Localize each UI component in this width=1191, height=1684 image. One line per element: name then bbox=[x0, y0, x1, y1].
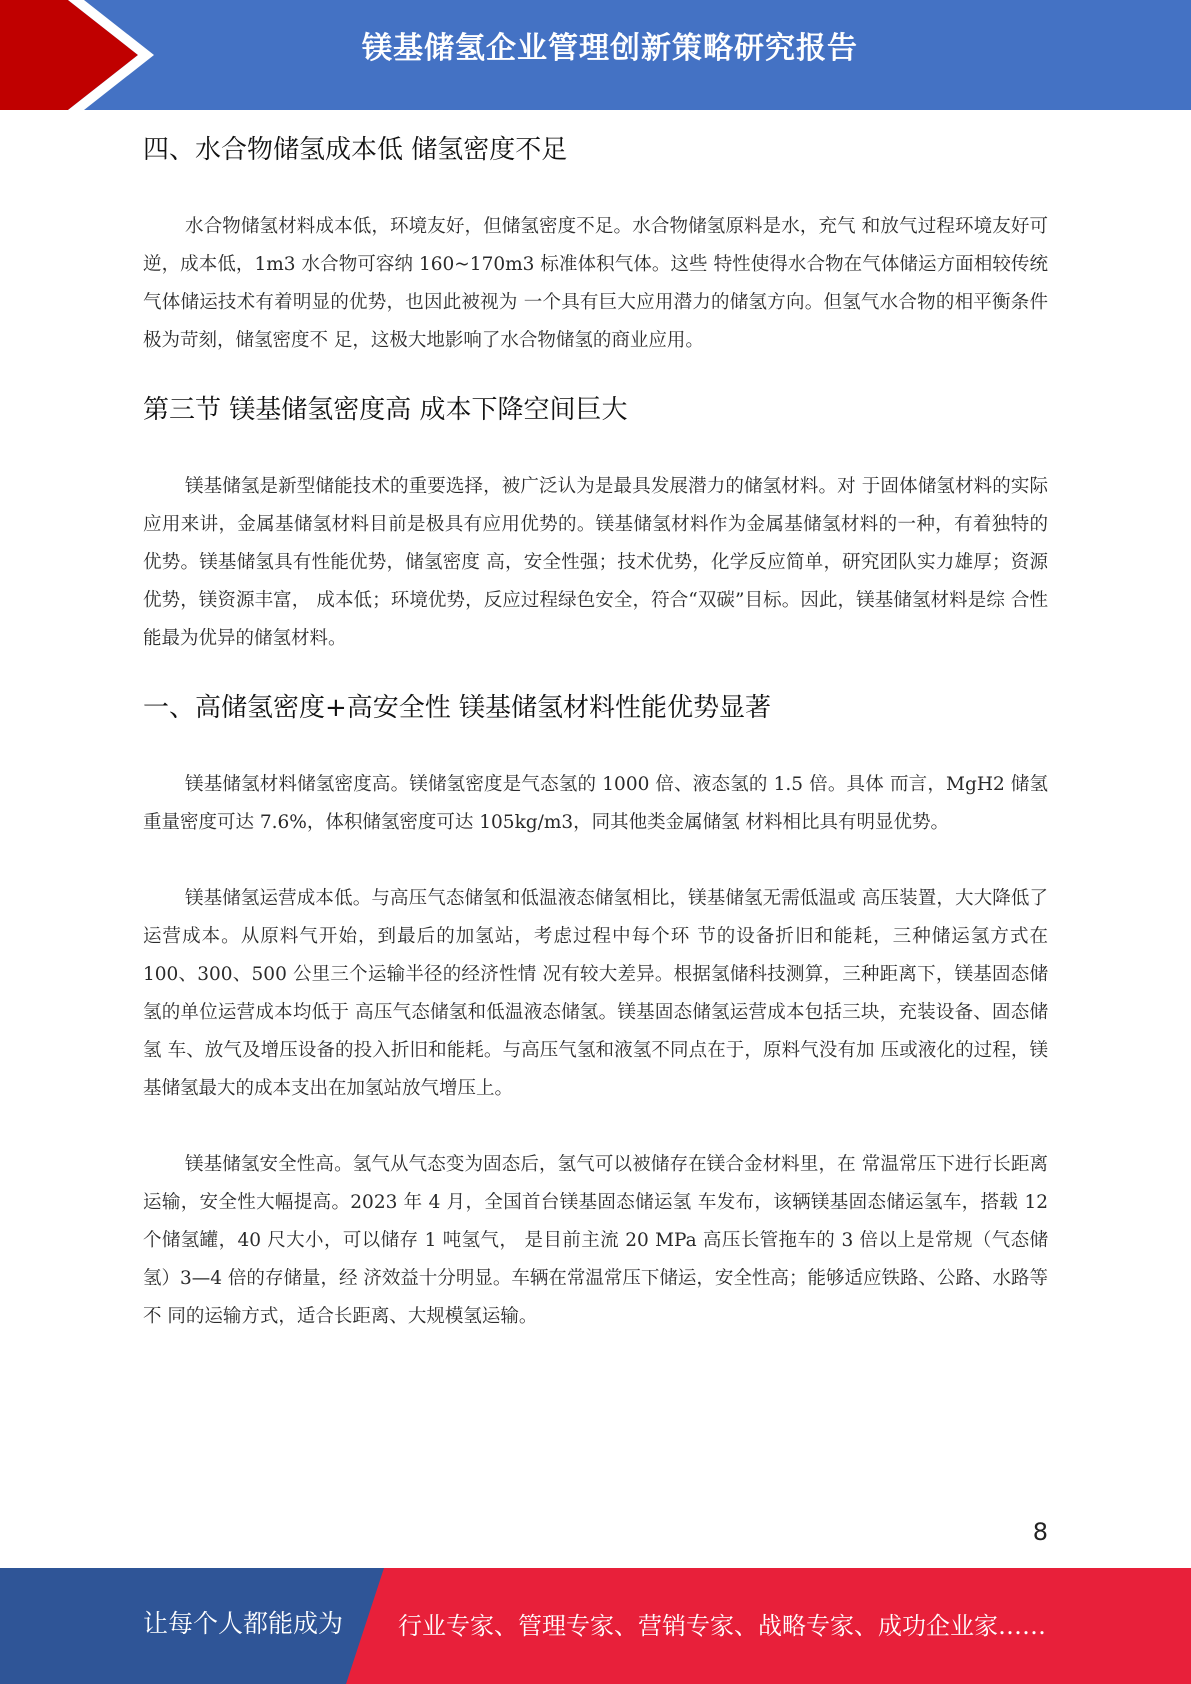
report-title: 镁基储氢企业管理创新策略研究报告 bbox=[362, 31, 858, 66]
section-heading-hydrate-storage: 四、水合物储氢成本低 储氢密度不足 bbox=[143, 135, 568, 165]
paragraph: 镁基储氢运营成本低。与高压气态储氢和低温液态储氢相比，镁基储氢无需低温或 高压装置，大大降低了运营成本。从原料气开始，到最后的加氢站，考虑过程中每个环 节的设备折旧和能耗，三种储运氢方式在 100、300、500 公里三个运输半径的经济性情 况有较大差异。根据氢储科技测算，三种距离下，镁基固态储氢的单位运营成本均低于 高压气态储氢和低温液态储氢。镁基固态储氢运营成本包括三块，充装设备、固态储氢 车、放气及增压设备的投入折旧和能耗。与高压气氢和液氢不同点在于，原料气没有加 压或液化的过程，镁基储氢最大的成本支出在加氢站放气增压上。 bbox=[143, 888, 1048, 1099]
page-content bbox=[143, 128, 1048, 1336]
footer-slogan-right: 行业专家、管理专家、营销专家、战略专家、成功企业家…… bbox=[398, 1612, 1046, 1640]
page-number: 8 bbox=[1032, 1518, 1048, 1546]
paragraph: 水合物储氢材料成本低，环境友好，但储氢密度不足。水合物储氢原料是水，充气 和放气过程环境友好可逆，成本低，1m3 水合物可容纳 160~170m3 标准体积气体。这些 特性使得水合物在气体储运方面相较传统气体储运技术有着明显的优势，也因此被视为 一个具有巨大应用潜力的储氢方向。但氢气水合物的相平衡条件极为苛刻，储氢密度不 足，这极大地影响了水合物储氢的商业应用。 bbox=[143, 216, 1048, 351]
section-heading-magnesium-storage: 第三节 镁基储氢密度高 成本下降空间巨大 bbox=[143, 395, 628, 425]
paragraph: 镁基储氢材料储氢密度高。镁储氢密度是气态氢的 1000 倍、液态氢的 1.5 倍。具体 而言，MgH2 储氢重量密度可达 7.6%，体积储氢密度可达 105kg/m3，同其他类金属储氢 材料相比具有明显优势。 bbox=[143, 774, 1048, 833]
footer-slogan-left: 让每个人都能成为 bbox=[143, 1609, 344, 1638]
section-heading-density-safety: 一、高储氢密度+高安全性 镁基储氢材料性能优势显著 bbox=[143, 693, 772, 723]
page-header bbox=[0, 0, 1191, 110]
page-footer bbox=[0, 1568, 1191, 1684]
paragraph: 镁基储氢安全性高。氢气从气态变为固态后，氢气可以被储存在镁合金材料里，在 常温常压下进行长距离运输，安全性大幅提高。2023 年 4 月，全国首台镁基固态储运氢 车发布，该辆镁基固态储运氢车，搭载 12 个储氢罐，40 尺大小，可以储存 1 吨氢气， 是目前主流 20 MPa 高压长管拖车的 3 倍以上是常规（气态储氢）3—4 倍的存储量，经 济效益十分明显。车辆在常温常压下储运，安全性高；能够适应铁路、公路、水路等不 同的运输方式，适合长距离、大规模氢运输。 bbox=[143, 1154, 1048, 1327]
paragraph: 镁基储氢是新型储能技术的重要选择，被广泛认为是最具发展潜力的储氢材料。对 于固体储氢材料的实际应用来讲，金属基储氢材料目前是极具有应用优势的。镁基储氢材料作为金属基储氢材料的一种，有着独特的优势。镁基储氢具有性能优势，储氢密度 高，安全性强；技术优势，化学反应简单，研究团队实力雄厚；资源优势，镁资源丰富， 成本低；环境优势，反应过程绿色安全，符合“双碳”目标。因此，镁基储氢材料是综 合性能最为优异的储氢材料。 bbox=[143, 476, 1048, 649]
